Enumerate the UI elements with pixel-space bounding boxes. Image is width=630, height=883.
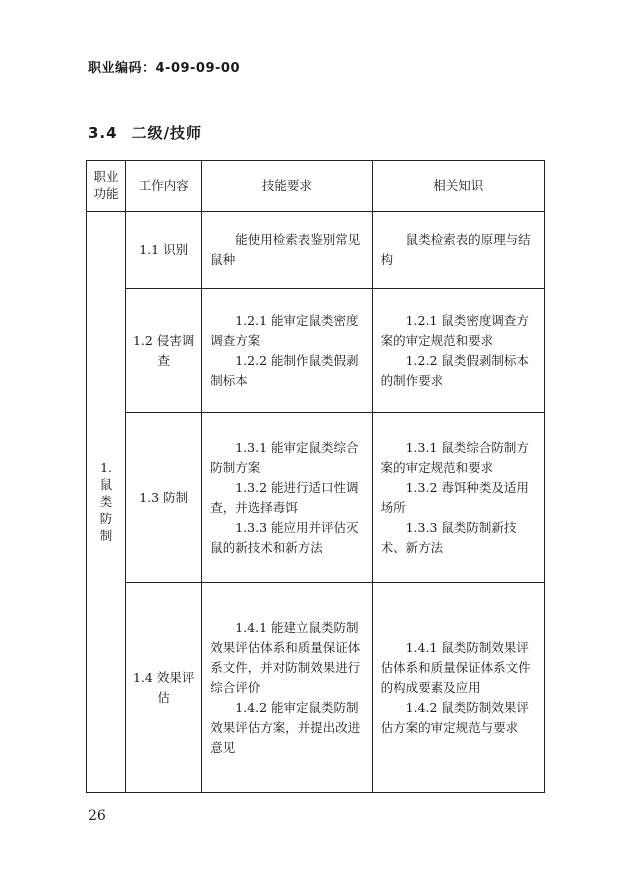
- knowledge-item: 1.4.2 鼠类防制效果评估方案的审定规范与要求: [380, 699, 529, 735]
- skill-item: 1.4.1 能建立鼠类防制效果评估体系和质量保证体系文件，并对防制效果进行综合评价: [210, 619, 361, 695]
- knowledge-cell: [372, 289, 544, 413]
- function-label: 1. 鼠类防制: [99, 459, 113, 543]
- table-row: [87, 413, 545, 583]
- job-code: 职业编码：4-09-09-00: [88, 61, 241, 76]
- skill-item: 1.3.3 能应用并评估灭鼠的新技术和新方法: [210, 519, 359, 555]
- skill-item: 1.2.2 能制作鼠类假剥制标本: [210, 352, 359, 388]
- knowledge-item: 1.3.2 毒饵种类及适用场所: [380, 479, 529, 515]
- knowledge-item: 1.3.3 鼠类防制新技术、新方法: [380, 519, 517, 555]
- skill-cell: [202, 212, 372, 289]
- skill-item: 1.2.1 能审定鼠类密度调查方案: [210, 312, 359, 348]
- skill-cell: [202, 583, 372, 793]
- knowledge-cell: [372, 212, 544, 289]
- table-row: [87, 583, 545, 793]
- knowledge-item: 1.3.1 鼠类综合防制方案的审定规范和要求: [380, 439, 529, 475]
- skills-table: [86, 160, 545, 793]
- work-cell: 1.4 效果评估: [126, 583, 202, 793]
- skill-item: 能使用检索表鉴别常见鼠种: [210, 232, 361, 267]
- skill-cell: [202, 289, 372, 413]
- table-row: [87, 212, 545, 289]
- section-title: 二级/技师: [131, 124, 203, 142]
- header-knowledge: 相关知识: [372, 161, 544, 212]
- knowledge-cell: [372, 583, 544, 793]
- knowledge-item: 1.4.1 鼠类防制效果评估体系和质量保证体系文件的构成要素及应用: [380, 639, 531, 695]
- section-heading: [88, 122, 202, 143]
- knowledge-cell: [372, 413, 544, 583]
- page-number: 26: [88, 808, 106, 824]
- table-header-row: [87, 161, 545, 212]
- work-cell: 1.1 识别: [126, 212, 202, 289]
- table-row: [87, 289, 545, 413]
- skill-cell: [202, 413, 372, 583]
- skill-item: 1.3.1 能审定鼠类综合防制方案: [210, 439, 359, 475]
- section-number: 3.4: [88, 124, 118, 142]
- knowledge-item: 1.2.1 鼠类密度调查方案的审定规范和要求: [380, 312, 529, 348]
- knowledge-item: 1.2.2 鼠类假剥制标本的制作要求: [380, 352, 529, 388]
- work-cell: 1.3 防制: [126, 413, 202, 583]
- function-cell: [87, 212, 126, 793]
- knowledge-item: 鼠类检索表的原理与结构: [380, 232, 531, 267]
- header-skill: 技能要求: [202, 161, 372, 212]
- skill-item: 1.3.2 能进行适口性调查，并选择毒饵: [210, 479, 359, 515]
- header-function: 职业功能: [87, 161, 126, 212]
- header-work: 工作内容: [126, 161, 202, 212]
- work-cell: 1.2 侵害调查: [126, 289, 202, 413]
- skill-item: 1.4.2 能审定鼠类防制效果评估方案，并提出改进意见: [210, 699, 361, 755]
